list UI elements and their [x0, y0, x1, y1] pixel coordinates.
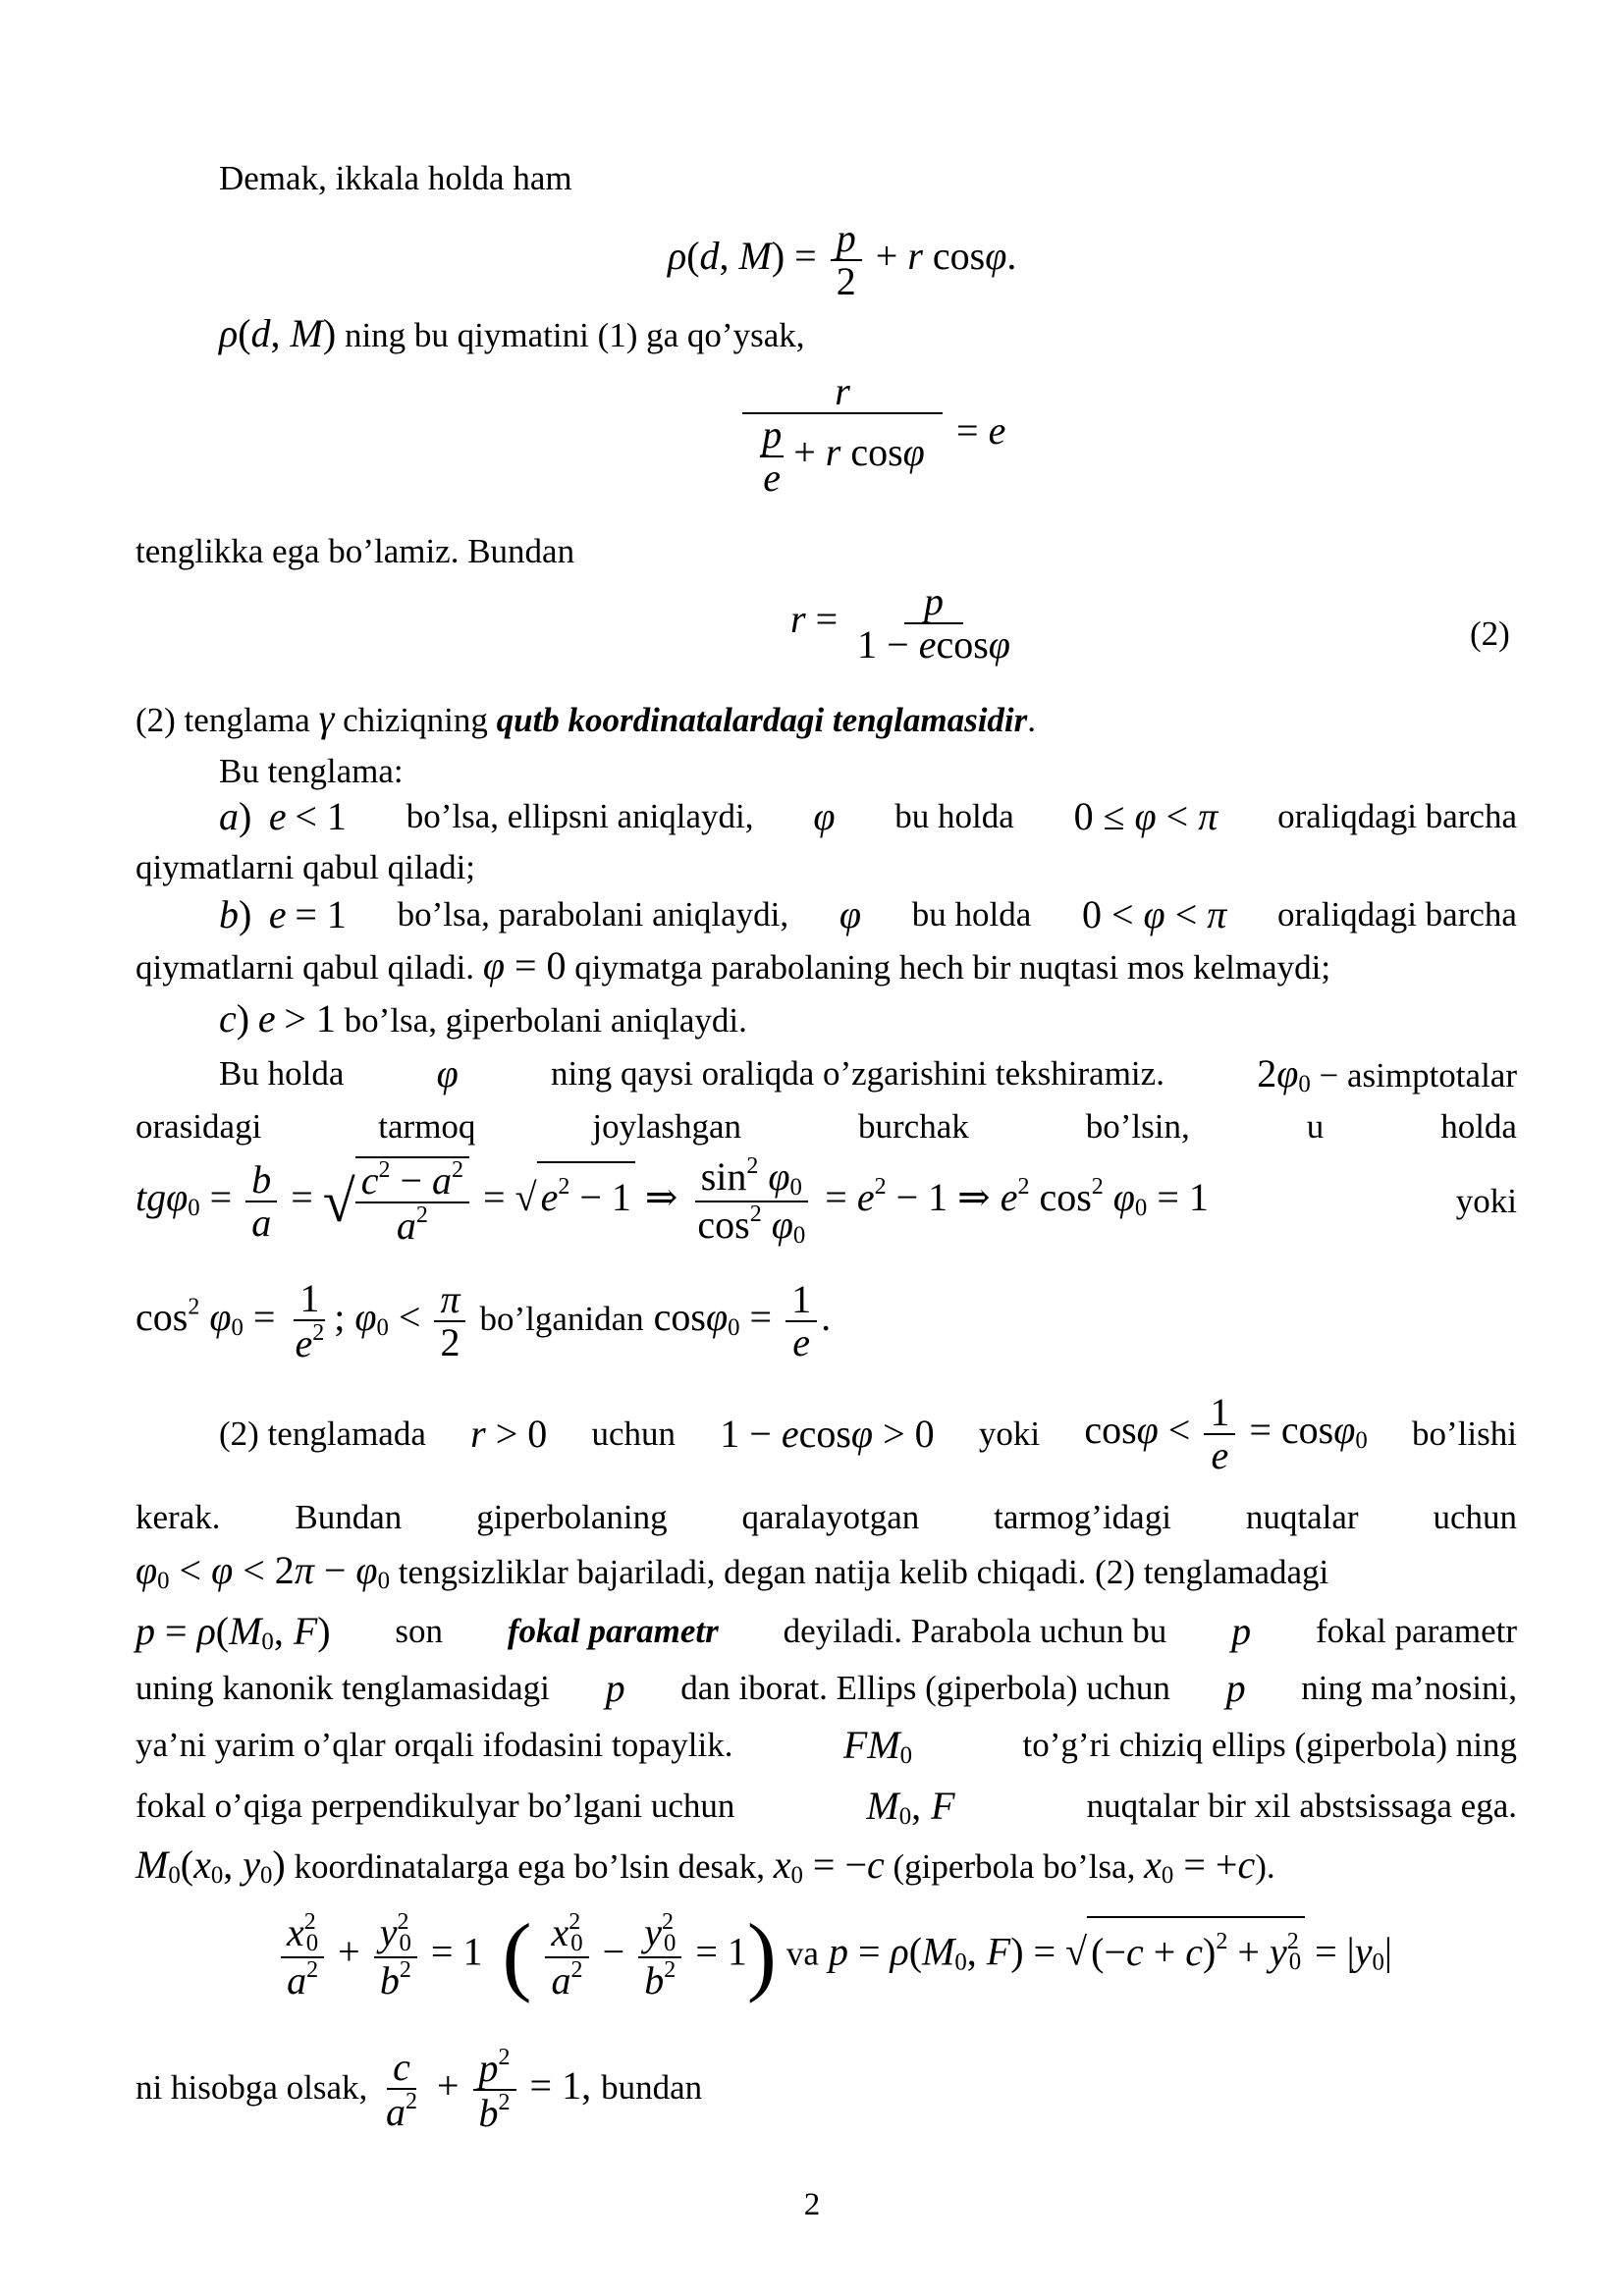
equation-cos-phi0: $\cos^2 \varphi 0$ = $\frac{1}{e^2}$ ; φ0 < $\frac{\pi}{2}$ bo’lganidan cosφ0 = $\frac{1}{e}$ . [135, 1276, 832, 1365]
text-line: ρ(d, M) ning bu qiymatini (1) ga qo’ysak, [219, 311, 805, 355]
text-line: qiymatlarni qabul qiladi. φ = 0 qiymatga parabolaning hech bir nuqtasi mos kelmaydi; [135, 943, 1331, 988]
text-line-justified: p = ρ(M0, F) son fokal parametr deyiladi. Parabola uchun bu p fokal parametr [135, 1609, 1517, 1655]
equation-ratio-e: r $\frac{p}{e}$ + r cosφ = e [738, 371, 1005, 499]
text-line: Demak, ikkala holda ham [219, 159, 572, 197]
text-line-justified: fokal o’qiga perpendikulyar bo’lgani uchun M0, F nuqtalar bir xil abstsissaga ega. [135, 1784, 1517, 1830]
text-line-justified: a) e < 1 bo’lsa, ellipsni aniqlaydi, φ bu holda 0 ≤ φ < π oraliqdagi barcha [219, 794, 1517, 838]
text-line: (2) tenglama γ chiziqning qutb koordinatalardagi tenglamasidir. [135, 696, 1037, 740]
text-line-justified: kerak. Bundan giperbolaning qaralayotgan tarmog’idagi nuqtalar uchun [135, 1498, 1517, 1536]
text-line: φ0 < φ < 2π − φ0 tengsizliklar bajariladi, degan natija kelib chiqadi. (2) tenglamadagi [135, 1548, 1329, 1594]
text-line: M0(x0, y0) koordinatalarga ega bo’lsin desak, x0 = −c (giperbola bo’lsa, x0 = +c). [135, 1842, 1275, 1889]
text-line-justified: ya’ni yarim o’qlar orqali ifodasini topaylik. FM0 to’g’ri chiziq ellips (giperbola) ning [135, 1723, 1517, 1769]
text-line: ni hisobga olsak, $\frac{c}{a^2}$ + $\frac{p^2}{b^2}$ = 1, bundan [135, 2044, 703, 2135]
text-line-justified: b) e = 1 bo’lsa, parabolani aniqlaydi, φ bu holda 0 < φ < π oraliqdagi barcha [219, 892, 1517, 936]
text-line: Bu tenglama: [219, 752, 404, 790]
equation-r-positive: (2) tenglamada r > 0 uchun 1 − ecosφ > 0 yoki cosφ < $\frac{1}{e}$ = cosφ0 bo’lishi [219, 1390, 1517, 1477]
text-line: qiymatlarni qabul qiladi; [135, 848, 476, 886]
equation-tan-phi0: tgφ0 = $\frac{b}{a}$ = √ $\frac{c^2 - a^2}{a^2}$ = √ $e^2 - 1$ ⇒ $\frac{\sin^2 \varphi 0}{\cos^2 \varphi 0}$ = $e^2 - 1$ ⇒ $e^2$ $\cos^2 \varphi 0 = 1$ yoki [135, 1153, 1517, 1249]
text-line-justified: Bu holda φ ning qaysi oraliqda o’zgarishini tekshiramiz. 2φ0 − asimptotalar [219, 1051, 1517, 1097]
equation-label: (2) [1470, 614, 1510, 653]
text-line: c) e > 1 bo’lsa, giperbolani aniqlaydi. [219, 996, 747, 1041]
text-line-justified: uning kanonik tenglamasidagi p dan iborat. Ellips (giperbola) uchun p ning ma’nosini, [135, 1666, 1517, 1710]
equation-rho-d-m: ρ(d, M) = $\frac{p}{2}$ + r cosφ. [668, 216, 1017, 303]
text-line: tenglikka ega bo’lamiz. Bundan [135, 532, 575, 570]
page-number: 2 [803, 2187, 821, 2222]
text-line-justified: orasidagi tarmoq joylashgan burchak bo’lsin, u holda [135, 1107, 1517, 1146]
equation-2-polar: r = $\frac{p}{1 - ecos\varphi}$ [790, 579, 1010, 667]
equation-conic-p: $\frac{x^20}{a^2}$ + $\frac{y^20}{b^2}$ = 1 ( $\frac{x^20}{a^2}$ − $\frac{y^20}{b^2}$ = 1) va p = ρ(M0, F) = √ $(-c + c)^2 + y^20 = |y0|$ [277, 1910, 1392, 2002]
